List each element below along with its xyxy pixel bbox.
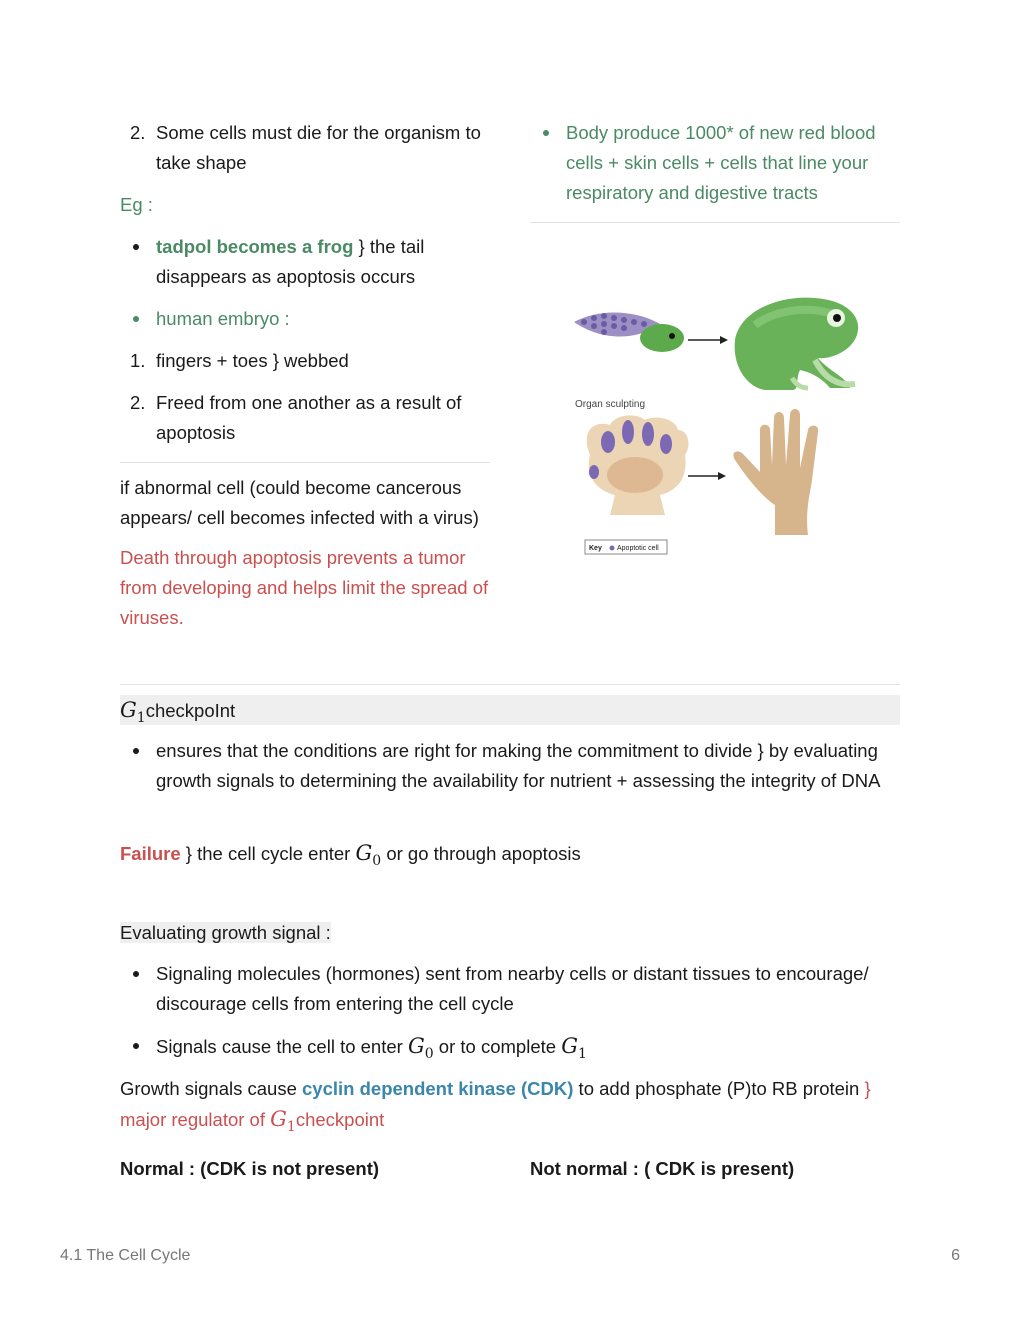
g1-bullet-list — [120, 736, 900, 808]
apoptosis-illustration — [560, 280, 880, 570]
tadpole-text: } the tail disappears as apoptosis occurs — [156, 236, 425, 287]
bullet-dot — [133, 244, 139, 250]
list-item-text: fingers + toes } webbed — [156, 350, 349, 371]
list-item-freed — [120, 388, 490, 448]
left-column — [120, 118, 490, 633]
bullet-tadpole — [120, 232, 490, 292]
cdk-text-a: Growth signals cause — [120, 1078, 303, 1099]
footer-title: 4.1 The Cell Cycle — [60, 1247, 191, 1264]
cdk-regulator: } major regulator of $G_1checkpoint$ — [120, 1078, 871, 1136]
not-normal-label: Not normal : ( CDK is present) — [530, 1158, 795, 1179]
g1-math: $G_1$ — [120, 698, 146, 727]
g1-math: $G_1$ — [561, 1034, 587, 1063]
bullet-dot — [133, 971, 139, 977]
g0-math: $G_0$ — [407, 1034, 434, 1063]
heading-text: checkpoInt — [145, 700, 236, 721]
list-item-2 — [120, 118, 490, 178]
failure-end: or go through apoptosis — [381, 843, 581, 864]
divider — [120, 462, 490, 463]
list-number: 2. — [130, 122, 146, 143]
tadpole-image — [574, 312, 684, 352]
growth-bullet-2 — [120, 1031, 900, 1069]
list-number: 2. — [130, 392, 146, 413]
g1-bullet — [120, 736, 900, 796]
key-label: Key — [589, 545, 602, 552]
bullet-dot — [133, 1043, 139, 1049]
tadpole-highlight: tadpol becomes a frog — [156, 236, 354, 257]
bullet-body-produce — [530, 118, 900, 208]
normal-label: Normal : (CDK is not present) — [120, 1158, 380, 1179]
divider — [530, 222, 900, 223]
bullet-dot — [133, 316, 139, 322]
organ-sculpting-label: Organ sculpting — [575, 399, 646, 410]
g1-bullet-text: ensures that the conditions are right for making the commitment to divide } by evaluating growth signals to determining the availability for nutrient + assessing the integrity of DNA — [156, 740, 881, 791]
g1-checkpoint-heading — [120, 695, 900, 725]
figure-key — [585, 540, 667, 554]
list-item-text: Freed from one another as a result of apoptosis — [156, 392, 462, 443]
frog-image — [735, 298, 859, 390]
list-number: 1. — [130, 350, 146, 371]
growth-bullet-1-text: Signaling molecules (hormones) sent from nearby cells or distant tissues to encourage/ discourage cells from entering the cell cycle — [156, 963, 869, 1014]
cdk-text-b: to add phosphate (P)to RB protein — [573, 1078, 865, 1099]
growth-heading: Evaluating growth signal : — [120, 922, 331, 943]
apoptosis-paragraph: Death through apoptosis prevents a tumor from developing and helps limit the spread of viruses. — [120, 547, 489, 628]
list-item-text: Some cells must die for the organism to take shape — [156, 122, 481, 173]
growth-bullet-list — [120, 959, 900, 1081]
abnormal-paragraph: if abnormal cell (could become cancerous appears/ cell becomes infected with a virus) — [120, 477, 479, 528]
list-item-fingers — [120, 346, 490, 376]
bullet-embryo — [120, 304, 490, 334]
hand-image — [733, 409, 818, 535]
cdk-highlight: cyclin dependent kinase (CDK) — [302, 1078, 574, 1099]
g0-math: $G_0$ — [355, 841, 382, 870]
growth-bullet-1 — [120, 959, 900, 1019]
failure-text: } the cell cycle enter — [180, 843, 356, 864]
bullet-dot — [133, 748, 139, 754]
eg-label: Eg : — [120, 194, 153, 215]
embryonic-paw-image — [587, 415, 689, 515]
bullet2-text-a: Signals cause the cell to enter — [156, 1036, 408, 1057]
bullet2-text-b: or to complete — [433, 1036, 562, 1057]
page-number: 6 — [951, 1247, 960, 1264]
cdk-paragraph — [120, 1074, 900, 1142]
apoptosis-figure — [560, 280, 880, 570]
section-divider — [120, 684, 900, 685]
arrow-1 — [688, 336, 728, 344]
body-produce-text: Body produce 1000* of new red blood cells + skin cells + cells that line your respiratory and digestive tracts — [566, 122, 876, 203]
right-column — [530, 118, 900, 223]
embryo-text: human embryo : — [156, 308, 290, 329]
growth-heading-row — [120, 920, 900, 946]
bullet-dot — [543, 130, 549, 136]
apoptotic-cell-label: Apoptotic cell — [617, 545, 659, 552]
failure-label: Failure — [120, 843, 181, 864]
failure-line — [120, 838, 900, 876]
apoptotic-cell-marker — [610, 546, 615, 551]
arrow-2 — [688, 472, 726, 480]
